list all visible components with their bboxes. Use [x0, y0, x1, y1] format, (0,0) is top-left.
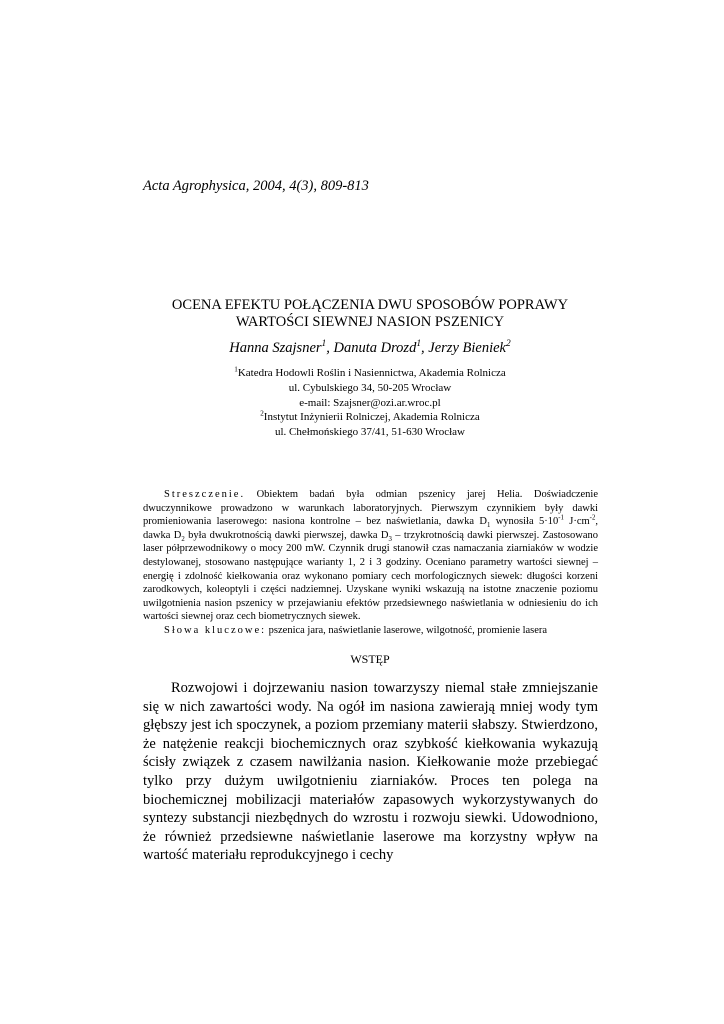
abstract-text: wynosiła 5·10 [490, 516, 559, 528]
section-heading: WSTĘP [350, 652, 390, 666]
body-paragraph: Rozwojowi i dojrzewaniu nasion towarzyszy niemal stałe zmniejszanie się w nich zawartości wody. Na ogół im nasiona zawierają mniej wody tym głębszy jest ich spoczynek, a poziom przemiany materii słabszy. Stwierdzono, że natężenie reakcji biochemicznych oraz szybkość kiełkowania wykazują ścisły związek z czasem nawilżania nasion. Kiełkowanie może przebiegać tylko przy dużym uwilgotnieniu ziarniaków. Proces ten polega na biochemicznej mobilizacji materiałów zapasowych wykorzystywanych do syntezy substancji niezbędnych do wzrostu i rozwoju siewki. Udowodniono, że również przedsiewne naświetlanie laserowe ma korzystny wpływ na wartość materiału reprodukcyjnego i cechy [143, 680, 598, 864]
abstract-text: była dwukrotnością dawki pierwszej, dawka D [184, 529, 389, 541]
author-affiliation-mark: 2 [506, 339, 511, 350]
affiliation-mark: 2 [260, 409, 264, 418]
author-separator: , [326, 340, 334, 356]
journal-reference: Acta Agrophysica, 2004, 4(3), 809-813 [143, 178, 369, 194]
abstract-subscript: 1 [486, 522, 491, 530]
abstract-label: Streszczenie. [164, 489, 246, 500]
affiliation-text: Katedra Hodowli Roślin i Nasiennictwa, Akademia Rolnicza [237, 367, 506, 379]
abstract-text: , dawka D [143, 516, 598, 541]
abstract [143, 488, 598, 638]
author-affiliation-mark: 1 [321, 339, 327, 350]
affiliation-1-address: ul. Cybulskiego 34, 50-205 Wrocław [288, 381, 452, 394]
body-text [143, 679, 598, 865]
abstract-text: Obiektem badań była odmian pszenicy jarej Helia. Doświadczenie dwuczynnikowe prowadzono w warunkach laboratoryjnych. Pierwszym czynnikiem były dawki promieniowania laserowego: nasiona kontrolne – bez naświetlania, dawka D [143, 489, 598, 528]
author-list [100, 340, 640, 357]
abstract-superscript: -2 [589, 514, 596, 522]
affiliation-text: Instytut Inżynierii Rolniczej, Akademia Rolnicza [263, 411, 480, 424]
affiliation-1-line [100, 366, 640, 381]
author-name: Jerzy Bieniek [428, 340, 506, 356]
author-name: Danuta Drozd [333, 340, 417, 356]
abstract-subscript: 3 [388, 535, 392, 543]
keywords-text: pszenica jara, naświetlanie laserowe, wilgotność, promienie lasera [266, 624, 548, 636]
paper-title-line-1: OCENA EFEKTU POŁĄCZENIA DWU SPOSOBÓW POPRAWY [171, 297, 569, 313]
abstract-text: – trzykrotnością dawki pierwszej. Zastosowano laser półprzewodnikowy o mocy 200 mW. Czynnik drugi stanowił czas namaczania ziarniaków w wodzie destylowanej, stosowano następujące warianty 1, 2 i 3 godziny. Oceniano parametry wartości siewnej – energię i zdolność kiełkowania oraz wykonano pomiary cech morfologicznych siewek: długości korzeni zarodkowych, koleoptyli i części nadziemnej. Uzyskane wyniki wskazują na istotne znaczenie poziomu uwilgotnienia nasion pszenicy w przejawianiu efektów przedsiewnego naświetlania w odniesieniu do ich wartości siewnej oraz cech biometrycznych siewek. [143, 529, 598, 623]
affiliations [100, 366, 640, 440]
author-name: Hanna Szajsner [229, 340, 322, 356]
abstract-text: J·cm [563, 516, 590, 528]
paper-title [100, 297, 640, 331]
affiliation-2-address: ul. Chełmońskiego 37/41, 51-630 Wrocław [275, 426, 465, 439]
keywords [143, 624, 598, 638]
abstract-paragraph [143, 488, 598, 624]
author-affiliation-mark: 1 [416, 339, 422, 350]
keywords-label: Słowa kluczowe: [164, 624, 267, 636]
author-separator: , [421, 340, 429, 356]
affiliation-mark: 1 [234, 365, 238, 374]
affiliation-2-line [100, 410, 640, 425]
paper-title-line-2: WARTOŚCI SIEWNEJ NASION PSZENICY [235, 314, 505, 330]
abstract-subscript: 2 [181, 535, 185, 543]
affiliation-1-email: e-mail: Szajsner@ozi.ar.wroc.pl [299, 396, 441, 409]
abstract-superscript: -1 [558, 514, 564, 522]
